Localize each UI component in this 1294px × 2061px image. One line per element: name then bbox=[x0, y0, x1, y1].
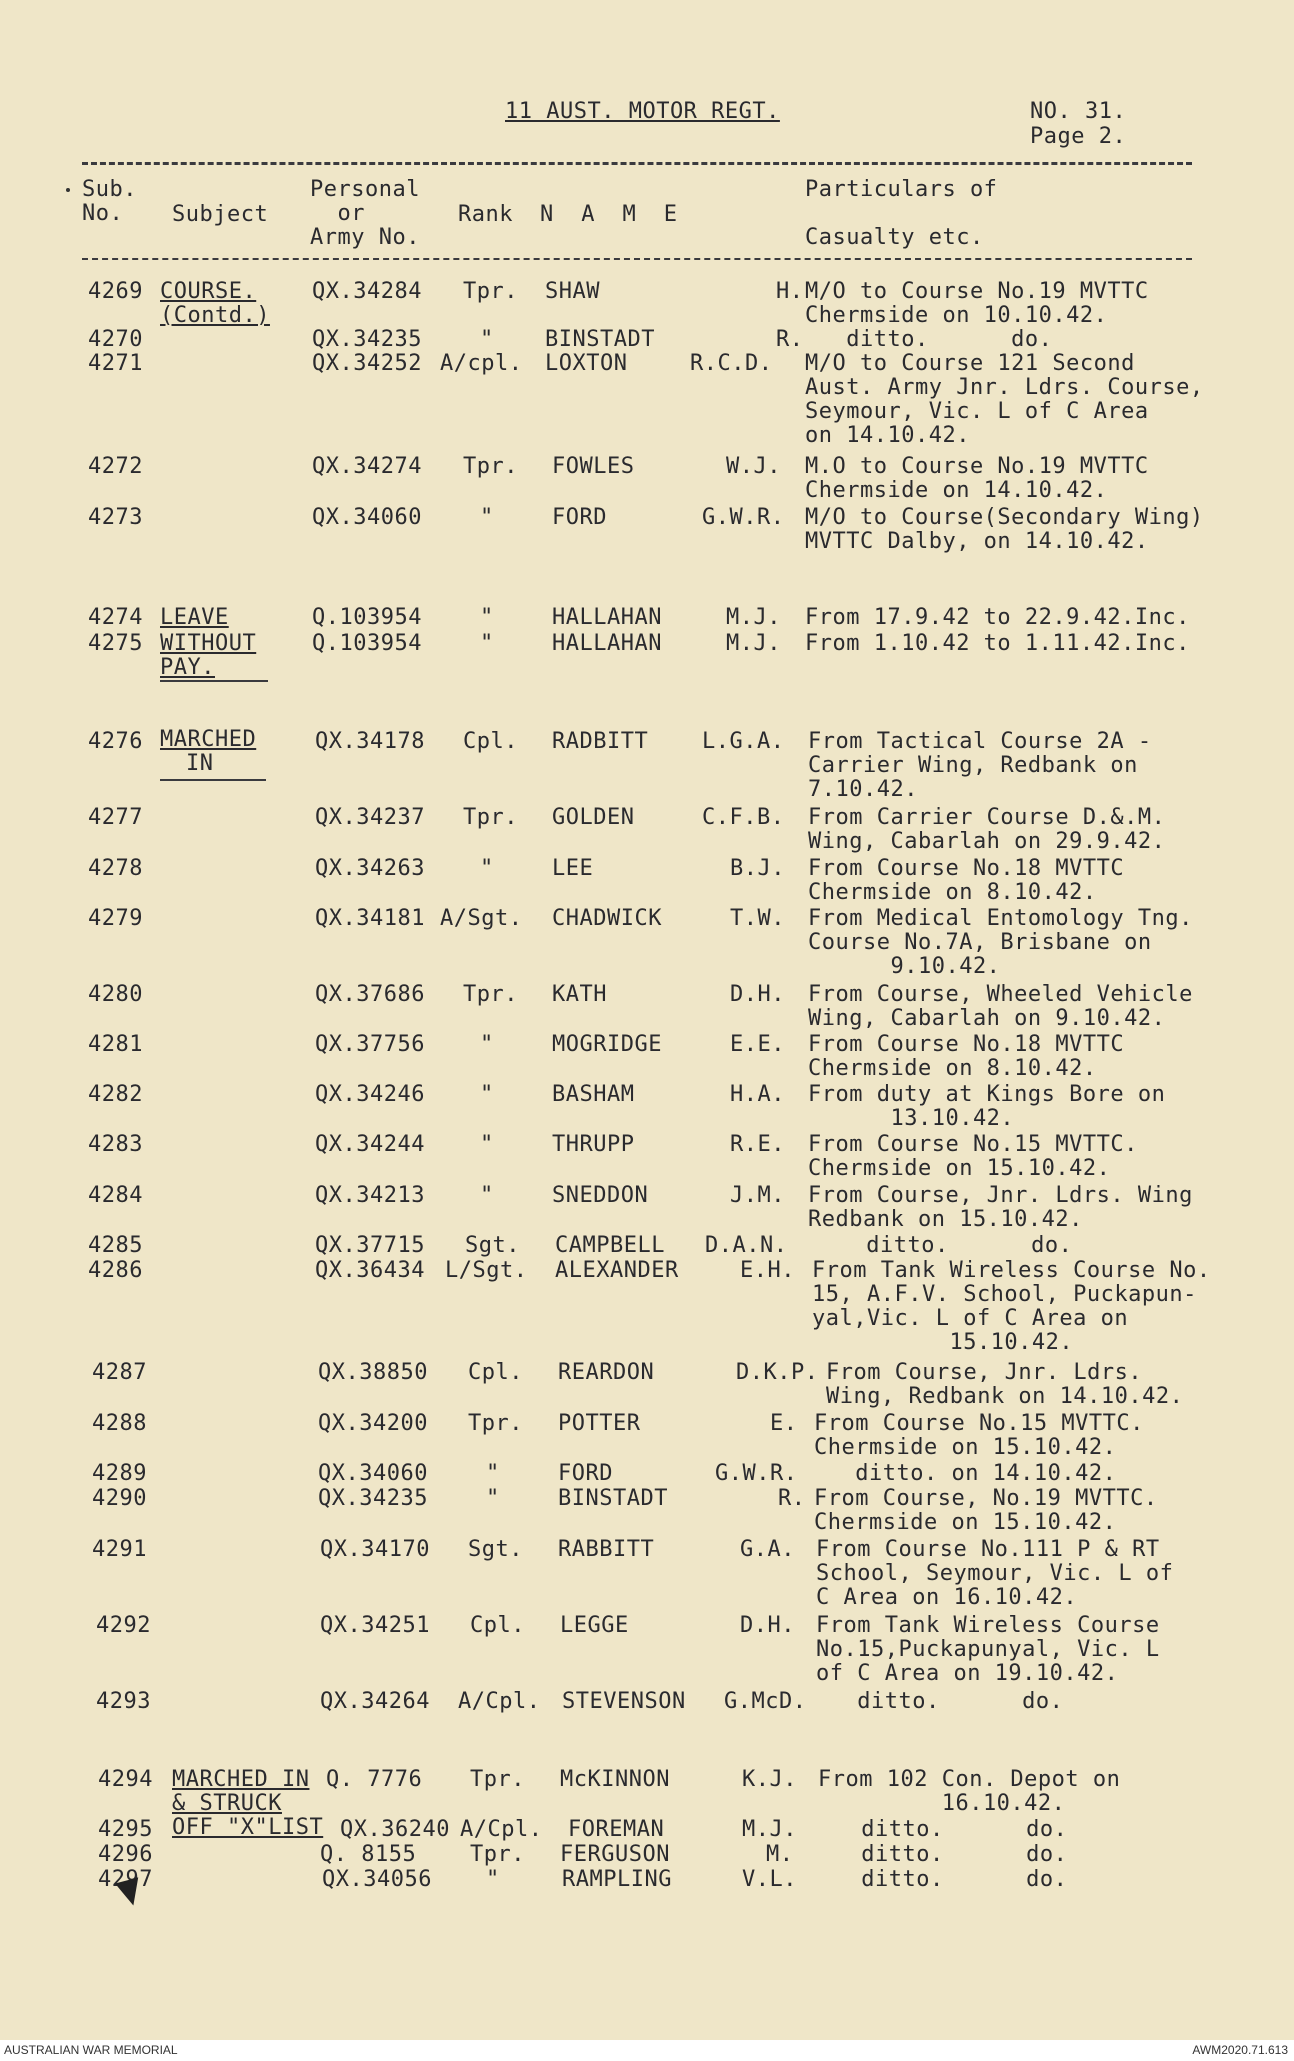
initials: H. bbox=[776, 279, 804, 304]
army-no: QX.36240 bbox=[340, 1817, 450, 1842]
sub-no: 4274 bbox=[88, 605, 143, 630]
rank: Sgt. bbox=[468, 1537, 523, 1562]
initials: D.H. bbox=[730, 982, 785, 1007]
subject-label: COURSE. bbox=[160, 279, 257, 304]
particulars: ditto. do. bbox=[820, 1817, 1068, 1842]
surname: FOREMAN bbox=[568, 1817, 665, 1842]
particulars: From Tank Wireless Course No.15,Puckapunyal, Vic. L of C Area on 19.10.42. bbox=[816, 1613, 1160, 1686]
rank: " bbox=[486, 1867, 500, 1892]
rank: Tpr. bbox=[463, 454, 518, 479]
army-no: QX.34235 bbox=[312, 327, 422, 352]
surname: THRUPP bbox=[552, 1132, 635, 1157]
surname: FOWLES bbox=[552, 454, 635, 479]
rank: Sgt. bbox=[465, 1233, 520, 1258]
particulars: M.O to Course No.19 MVTTC Chermside on 14.10.42. bbox=[805, 454, 1149, 503]
particulars: From Carrier Course D.&.M. Wing, Cabarlah on 29.9.42. bbox=[808, 805, 1166, 854]
sub-no: 4289 bbox=[92, 1461, 147, 1486]
surname: MOGRIDGE bbox=[552, 1032, 662, 1057]
sub-no: 4276 bbox=[88, 729, 143, 754]
army-no: QX.34056 bbox=[322, 1867, 432, 1892]
surname: SHAW bbox=[545, 279, 600, 304]
header-rule bbox=[82, 162, 1192, 165]
rank: Tpr. bbox=[470, 1842, 525, 1867]
surname: FORD bbox=[552, 505, 607, 530]
sub-no: 4279 bbox=[88, 906, 143, 931]
rank: " bbox=[480, 1183, 494, 1208]
army-no: Q. 7776 bbox=[326, 1767, 423, 1792]
subject-underline bbox=[160, 779, 266, 781]
surname: HALLAHAN bbox=[552, 631, 662, 656]
army-no: QX.34170 bbox=[320, 1537, 430, 1562]
particulars: From Course No.111 P & RT School, Seymour, Vic. L of C Area on 16.10.42. bbox=[816, 1537, 1174, 1610]
army-no: QX.34252 bbox=[312, 351, 422, 376]
army-no: QX.34274 bbox=[312, 454, 422, 479]
sub-no: 4277 bbox=[88, 805, 143, 830]
initials: D.H. bbox=[740, 1613, 795, 1638]
surname: BASHAM bbox=[552, 1082, 635, 1107]
sub-no: 4271 bbox=[88, 351, 143, 376]
rank: A/Cpl. bbox=[460, 1817, 543, 1842]
sub-no: 4278 bbox=[88, 856, 143, 881]
initials: G.W.R. bbox=[715, 1461, 798, 1486]
rank: Cpl. bbox=[463, 729, 518, 754]
army-no: QX.34200 bbox=[318, 1411, 428, 1436]
sub-no: 4280 bbox=[88, 982, 143, 1007]
rank: Tpr. bbox=[468, 1411, 523, 1436]
surname: KATH bbox=[552, 982, 607, 1007]
unit-title: 11 AUST. MOTOR REGT. bbox=[505, 99, 780, 124]
initials: D.K.P. bbox=[736, 1360, 819, 1385]
initials: M.J. bbox=[742, 1817, 797, 1842]
particulars: From 102 Con. Depot on 16.10.42. bbox=[818, 1767, 1121, 1816]
particulars: From duty at Kings Bore on 13.10.42. bbox=[808, 1082, 1166, 1131]
initials: V.L. bbox=[742, 1867, 797, 1892]
initials: R. bbox=[776, 327, 804, 352]
particulars: From Course No.15 MVTTC. Chermside on 15.10.42. bbox=[808, 1132, 1138, 1181]
rank: " bbox=[480, 327, 494, 352]
particulars: From Tactical Course 2A - Carrier Wing, Redbank on 7.10.42. bbox=[808, 729, 1152, 802]
rank: Cpl. bbox=[468, 1360, 523, 1385]
surname: CAMPBELL bbox=[555, 1233, 665, 1258]
footer-bar bbox=[0, 2040, 1294, 2061]
particulars: From Course, Wheeled Vehicle Wing, Cabarlah on 9.10.42. bbox=[808, 982, 1193, 1031]
initials: J.M. bbox=[730, 1183, 785, 1208]
particulars: From 17.9.42 to 22.9.42.Inc. bbox=[805, 605, 1190, 630]
army-no: Q.103954 bbox=[312, 605, 422, 630]
rank: Tpr. bbox=[463, 805, 518, 830]
surname: SNEDDON bbox=[552, 1183, 649, 1208]
particulars: From 1.10.42 to 1.11.42.Inc. bbox=[805, 631, 1190, 656]
particulars: From Course, Jnr. Ldrs. Wing, Redbank on 14.10.42. bbox=[826, 1360, 1184, 1409]
footer-accession-number: AWM2020.71.613 bbox=[1192, 2043, 1288, 2057]
initials: G.McD. bbox=[724, 1689, 807, 1714]
particulars: From Medical Entomology Tng. Course No.7A, Brisbane on 9.10.42. bbox=[808, 906, 1193, 979]
surname: BINSTADT bbox=[545, 327, 655, 352]
col-header-army-no: Personal or Army No. bbox=[310, 177, 420, 250]
initials: T.W. bbox=[730, 906, 785, 931]
army-no: QX.34284 bbox=[312, 279, 422, 304]
initials: M.J. bbox=[726, 631, 781, 656]
army-no: QX.34264 bbox=[320, 1689, 430, 1714]
sub-no: 4287 bbox=[92, 1360, 147, 1385]
army-no: QX.34178 bbox=[315, 729, 425, 754]
rank: L/Sgt. bbox=[445, 1258, 528, 1283]
initials: R.E. bbox=[730, 1132, 785, 1157]
rank: A/cpl. bbox=[440, 351, 523, 376]
sub-no: 4282 bbox=[88, 1082, 143, 1107]
particulars: ditto. do. bbox=[820, 1867, 1068, 1892]
subject-sublabel: WITHOUT PAY. bbox=[160, 631, 257, 680]
initials: M. bbox=[766, 1842, 794, 1867]
army-no: QX.36434 bbox=[315, 1258, 425, 1283]
sub-no: 4288 bbox=[92, 1411, 147, 1436]
page-number: Page 2. bbox=[1030, 124, 1127, 149]
initials: D.A.N. bbox=[705, 1233, 788, 1258]
col-header-rank: Rank bbox=[458, 202, 513, 227]
sub-no: 4273 bbox=[88, 505, 143, 530]
sub-no: 4295 bbox=[98, 1817, 153, 1842]
army-no: QX.34251 bbox=[320, 1613, 430, 1638]
sub-no: 4286 bbox=[88, 1258, 143, 1283]
initials: W.J. bbox=[726, 454, 781, 479]
army-no: QX.34235 bbox=[318, 1486, 428, 1511]
col-header-name: N A M E bbox=[540, 202, 678, 227]
rank: " bbox=[486, 1486, 500, 1511]
sub-no: 4272 bbox=[88, 454, 143, 479]
sub-no: 4293 bbox=[96, 1689, 151, 1714]
army-no: QX.34060 bbox=[318, 1461, 428, 1486]
surname: ALEXANDER bbox=[555, 1258, 679, 1283]
initials: E. bbox=[770, 1411, 798, 1436]
surname: POTTER bbox=[558, 1411, 641, 1436]
army-no: QX.34213 bbox=[315, 1183, 425, 1208]
army-no: QX.34246 bbox=[315, 1082, 425, 1107]
subject-label: LEAVE bbox=[160, 605, 229, 630]
sub-no: 4292 bbox=[96, 1613, 151, 1638]
particulars: ditto. do. bbox=[825, 1233, 1073, 1258]
sub-no: 4296 bbox=[98, 1842, 153, 1867]
surname: RADBITT bbox=[552, 729, 649, 754]
subject-label: MARCHED bbox=[160, 727, 257, 752]
initials: K.J. bbox=[742, 1767, 797, 1792]
initials: G.A. bbox=[740, 1537, 795, 1562]
ink-dot bbox=[66, 188, 70, 192]
surname: FORD bbox=[558, 1461, 613, 1486]
initials: G.W.R. bbox=[702, 505, 785, 530]
surname: RABBITT bbox=[558, 1537, 655, 1562]
initials: H.A. bbox=[730, 1082, 785, 1107]
surname: RAMPLING bbox=[562, 1867, 672, 1892]
subject-underline bbox=[160, 680, 268, 682]
surname: REARDON bbox=[558, 1360, 655, 1385]
initials: M.J. bbox=[726, 605, 781, 630]
rank: Tpr. bbox=[463, 279, 518, 304]
sub-no: 4290 bbox=[92, 1486, 147, 1511]
subject-label: MARCHED IN bbox=[172, 1767, 310, 1792]
army-no: QX.34181 bbox=[315, 906, 425, 931]
rank: Tpr. bbox=[463, 982, 518, 1007]
particulars: From Course, Jnr. Ldrs. Wing Redbank on 15.10.42. bbox=[808, 1183, 1193, 1232]
particulars: From Course, No.19 MVTTC. Chermside on 15.10.42. bbox=[814, 1486, 1158, 1535]
initials: R.C.D. bbox=[690, 351, 773, 376]
particulars: ditto. do. bbox=[816, 1689, 1064, 1714]
army-no: QX.34263 bbox=[315, 856, 425, 881]
surname: McKINNON bbox=[560, 1767, 670, 1792]
surname: HALLAHAN bbox=[552, 605, 662, 630]
army-no: QX.34237 bbox=[315, 805, 425, 830]
army-no: QX.38850 bbox=[318, 1360, 428, 1385]
particulars: M/O to Course No.19 MVTTC Chermside on 10.10.42. bbox=[805, 279, 1149, 328]
surname: BINSTADT bbox=[558, 1486, 668, 1511]
initials: R. bbox=[778, 1486, 806, 1511]
army-no: QX.34244 bbox=[315, 1132, 425, 1157]
rank: " bbox=[480, 1032, 494, 1057]
surname: FERGUSON bbox=[560, 1842, 670, 1867]
particulars: M/O to Course(Secondary Wing) MVTTC Dalby, on 14.10.42. bbox=[805, 505, 1204, 554]
sub-no: 4291 bbox=[92, 1537, 147, 1562]
initials: L.G.A. bbox=[702, 729, 785, 754]
subject-sublabel: & STRUCK OFF "X"LIST bbox=[172, 1791, 324, 1840]
particulars: ditto. on 14.10.42. bbox=[814, 1461, 1117, 1486]
rank: " bbox=[480, 1132, 494, 1157]
rank: " bbox=[480, 605, 494, 630]
army-no: QX.34060 bbox=[312, 505, 422, 530]
surname: GOLDEN bbox=[552, 805, 635, 830]
particulars: From Course No.18 MVTTC Chermside on 8.10.42. bbox=[808, 1032, 1125, 1081]
rank: A/Sgt. bbox=[440, 906, 523, 931]
rank: " bbox=[480, 505, 494, 530]
sub-no: 4284 bbox=[88, 1183, 143, 1208]
subject-sublabel: (Contd.) bbox=[160, 303, 270, 328]
rank: Tpr. bbox=[470, 1767, 525, 1792]
sub-no: 4269 bbox=[88, 279, 143, 304]
column-rule bbox=[82, 258, 1192, 260]
army-no: QX.37756 bbox=[315, 1032, 425, 1057]
col-header-subject: Subject bbox=[172, 202, 269, 227]
surname: LEE bbox=[552, 856, 594, 881]
sub-no: 4283 bbox=[88, 1132, 143, 1157]
surname: STEVENSON bbox=[562, 1689, 686, 1714]
particulars: From Course No.18 MVTTC Chermside on 8.10.42. bbox=[808, 856, 1125, 905]
army-no: QX.37715 bbox=[315, 1233, 425, 1258]
army-no: QX.37686 bbox=[315, 982, 425, 1007]
surname: LEGGE bbox=[560, 1613, 629, 1638]
rank: " bbox=[480, 631, 494, 656]
rank: " bbox=[486, 1461, 500, 1486]
particulars: M/O to Course 121 Second Aust. Army Jnr. Ldrs. Course, Seymour, Vic. L of C Area on 14.10.42. bbox=[805, 351, 1204, 448]
initials: C.F.B. bbox=[702, 805, 785, 830]
particulars: From Course No.15 MVTTC. Chermside on 15.10.42. bbox=[814, 1411, 1144, 1460]
subject-sublabel: IN bbox=[186, 751, 214, 776]
army-no: Q.103954 bbox=[312, 631, 422, 656]
surname: LOXTON bbox=[545, 351, 628, 376]
sub-no: 4285 bbox=[88, 1233, 143, 1258]
sub-no: 4297 bbox=[98, 1867, 153, 1892]
sub-no: 4275 bbox=[88, 631, 143, 656]
particulars: ditto. do. bbox=[805, 327, 1053, 352]
rank: " bbox=[480, 856, 494, 881]
rank: A/Cpl. bbox=[458, 1689, 541, 1714]
col-header-sub-no: Sub. No. bbox=[82, 177, 137, 226]
rank: Cpl. bbox=[470, 1613, 525, 1638]
document-number: NO. 31. bbox=[1030, 99, 1127, 124]
sub-no: 4270 bbox=[88, 327, 143, 352]
sub-no: 4294 bbox=[98, 1767, 153, 1792]
initials: B.J. bbox=[730, 856, 785, 881]
particulars: From Tank Wireless Course No. 15, A.F.V. School, Puckapun- yal,Vic. L of C Area on 15.10.42. bbox=[812, 1258, 1211, 1355]
rank: " bbox=[480, 1082, 494, 1107]
initials: E.E. bbox=[730, 1032, 785, 1057]
surname: CHADWICK bbox=[552, 906, 662, 931]
sub-no: 4281 bbox=[88, 1032, 143, 1057]
footer-attribution: AUSTRALIAN WAR MEMORIAL bbox=[4, 2043, 178, 2057]
army-no: Q. 8155 bbox=[320, 1842, 417, 1867]
particulars: ditto. do. bbox=[820, 1842, 1068, 1867]
initials: E.H. bbox=[740, 1258, 795, 1283]
col-header-particulars: Particulars of Casualty etc. bbox=[805, 177, 998, 250]
